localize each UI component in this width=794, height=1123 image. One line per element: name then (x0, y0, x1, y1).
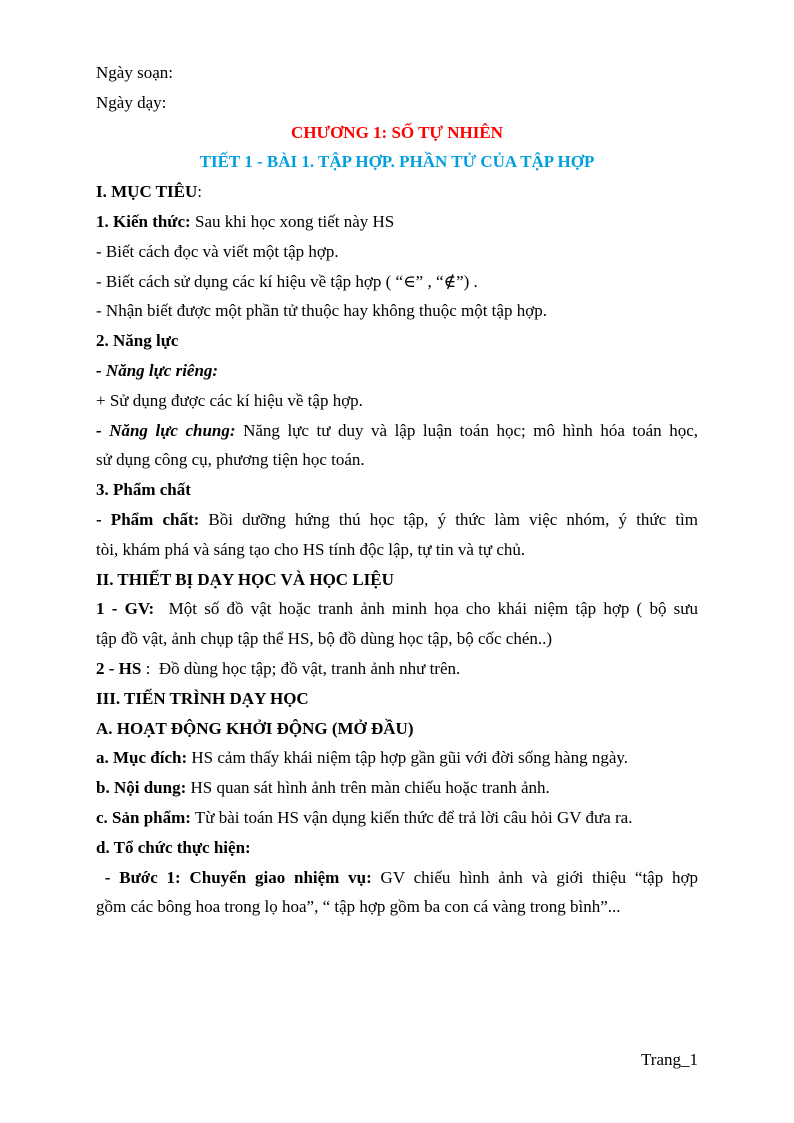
purpose-line (96, 743, 698, 773)
knowledge-line (96, 207, 698, 237)
knowledge-item: - Biết cách đọc và viết một tập hợp. (96, 241, 339, 261)
knowledge-item: - Biết cách sử dụng các kí hiệu về tập hợp ( “∈” , “∉”) . (96, 271, 478, 291)
organize-heading: d. Tổ chức thực hiện: (96, 837, 251, 857)
student-text: : Đồ dùng học tập; đồ vật, tranh ảnh như trên. (141, 658, 461, 678)
specific-competence-item: + Sử dụng được các kí hiệu về tập hợp. (96, 390, 363, 410)
activity-heading: A. HOẠT ĐỘNG KHỞI ĐỘNG (MỞ ĐẦU) (96, 718, 414, 738)
teacher-line2: tập đồ vật, ảnh chụp tập thể HS, bộ đồ dùng học tập, bộ cốc chén..) (96, 629, 553, 649)
teacher-line1 (96, 594, 698, 624)
document-body (96, 58, 698, 922)
product-label: c. Sản phẩm: (96, 807, 191, 827)
page-number: Trang_1 (641, 1050, 698, 1069)
student-line (96, 654, 698, 684)
prep-date (96, 58, 698, 88)
purpose-text: HS cảm thấy khái niệm tập hợp gần gũi với đời sống hàng ngày. (187, 748, 629, 768)
step1-line2: gồm các bông hoa trong lọ hoa”, “ tập hợp gồm ba con cá vàng trong bình”... (96, 897, 621, 917)
section2-heading: II. THIẾT BỊ DẠY HỌC VÀ HỌC LIỆU (96, 569, 394, 589)
knowledge-label: 1. Kiến thức: (96, 211, 191, 231)
general-competence-line2: sử dụng công cụ, phương tiện học toán. (96, 450, 365, 470)
teacher-label: 1 - GV: (96, 599, 155, 619)
product-line (96, 803, 698, 833)
quality-label: - Phẩm chất: (96, 509, 200, 529)
content-text: HS quan sát hình ảnh trên màn chiếu hoặc tranh ảnh. (186, 778, 550, 798)
knowledge-text: Sau khi học xong tiết này HS (190, 211, 395, 231)
teacher-text: Một số đồ vật hoặc tranh ảnh minh họa cho khái niệm tập hợp ( bộ sưu (154, 599, 698, 619)
quality-line1 (96, 505, 698, 535)
content-line (96, 773, 698, 803)
knowledge-item: - Nhận biết được một phần tử thuộc hay không thuộc một tập hợp. (96, 301, 547, 321)
general-competence-text: Năng lực tư duy và lập luận toán học; mô hình hóa toán học, (235, 420, 699, 440)
product-text: Từ bài toán HS vận dụng kiến thức để trả lời câu hỏi GV đưa ra. (190, 807, 633, 827)
section1-heading-text: I. MỤC TIÊU (96, 182, 198, 202)
teach-date-text: Ngày dạy: (96, 92, 167, 112)
general-competence-label: - Năng lực chung: (96, 420, 236, 440)
general-competence-line1 (96, 416, 698, 446)
section1-heading-colon: : (197, 182, 202, 202)
section3-heading: III. TIẾN TRÌNH DẠY HỌC (96, 688, 309, 708)
specific-competence-label: - Năng lực riêng: (96, 360, 219, 380)
prep-date-text: Ngày soạn: (96, 63, 173, 82)
step1-label: - Bước 1: Chuyển giao nhiệm vụ: (96, 867, 372, 887)
teach-date (96, 88, 698, 118)
quality-heading: 3. Phẩm chất (96, 480, 191, 500)
lesson-title: TIẾT 1 - BÀI 1. TẬP HỢP. PHẦN TỬ CỦA TẬP HỢP (199, 152, 595, 172)
competence-heading: 2. Năng lực (96, 331, 179, 351)
quality-line2: tòi, khám phá và sáng tạo cho HS tính độc lập, tự tin và tự chủ. (96, 539, 526, 559)
purpose-label: a. Mục đích: (96, 748, 188, 768)
content-label: b. Nội dung: (96, 778, 187, 798)
step1-text: GV chiếu hình ảnh và giới thiệu “tập hợp (371, 867, 699, 887)
section1-heading (96, 177, 698, 207)
student-label: 2 - HS (96, 658, 142, 678)
chapter-title: CHƯƠNG 1: SỐ TỰ NHIÊN (291, 122, 503, 142)
step1-line1 (96, 863, 698, 893)
quality-text: Bồi dưỡng hứng thú học tập, ý thức làm việc nhóm, ý thức tìm (199, 509, 698, 529)
